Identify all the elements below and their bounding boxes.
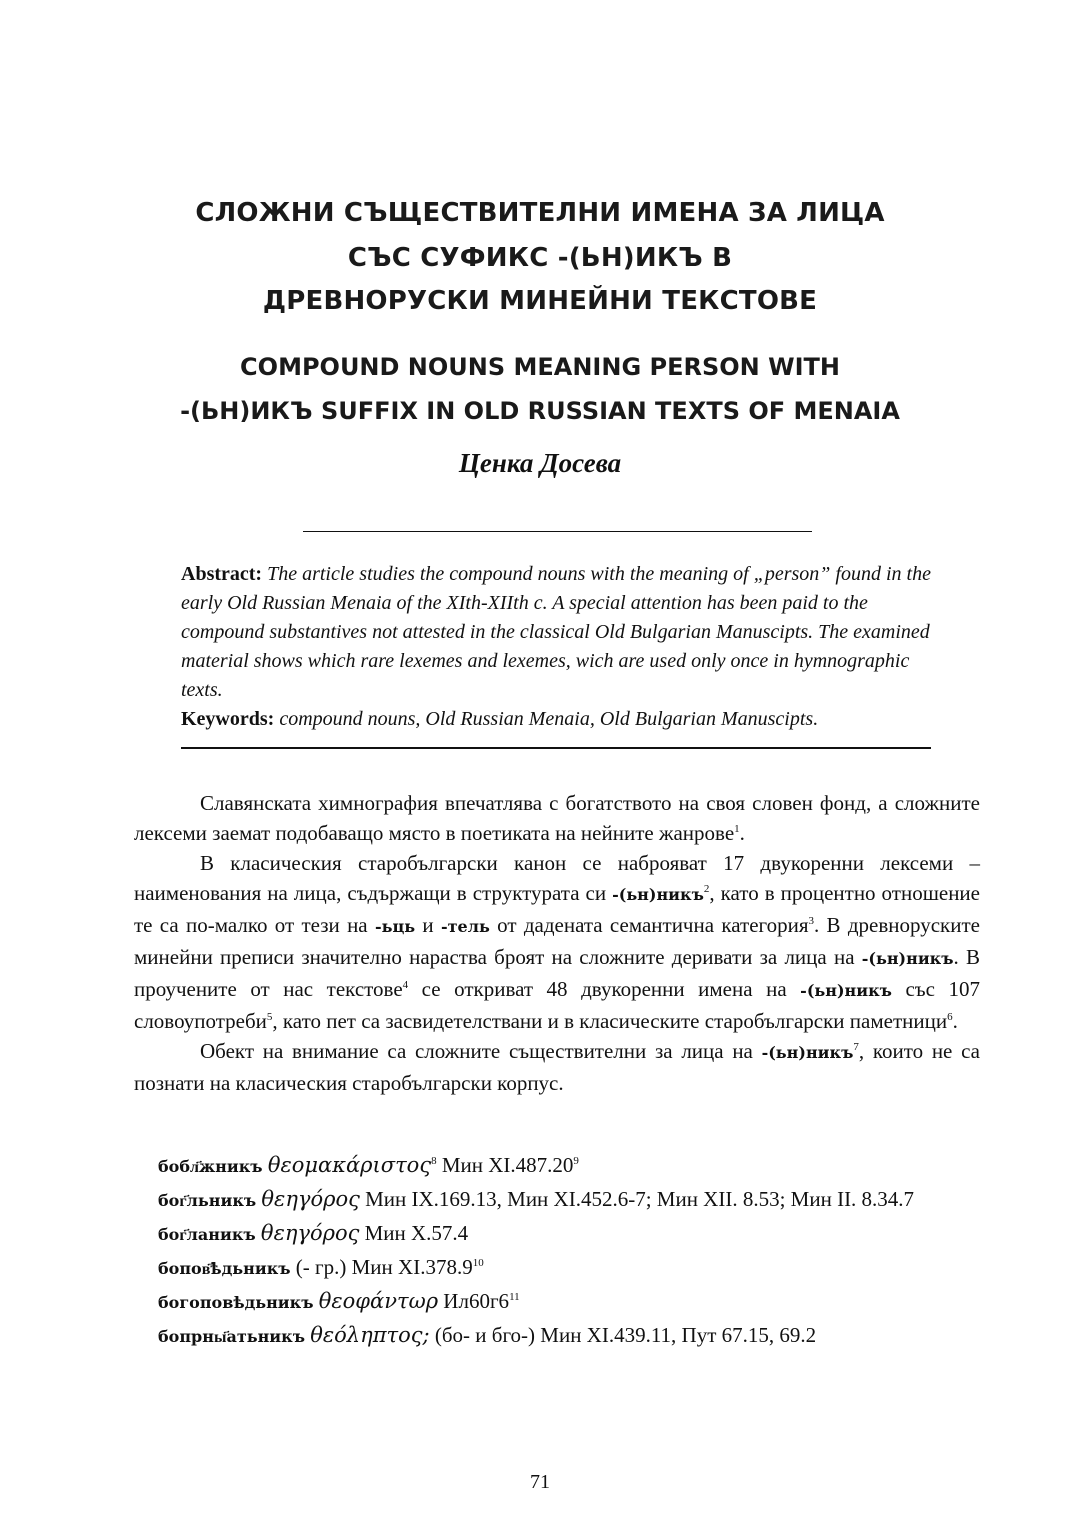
list-item xyxy=(158,1184,988,1216)
list-item xyxy=(158,1150,988,1182)
lexeme: бог҃ланикъ xyxy=(158,1225,256,1244)
p2-j: . xyxy=(952,1009,958,1033)
paragraph-1 xyxy=(134,788,980,848)
source-refs: (- гр.) Мин XI.378.9 xyxy=(295,1255,473,1279)
author-name: Ценка Досева xyxy=(458,448,622,478)
footnote-ref: 3 xyxy=(808,915,814,927)
greek-equivalent: θεηγόρος xyxy=(261,1187,360,1211)
p2-c: и xyxy=(415,913,441,937)
slavonic-suffix: -(ьн)никъ xyxy=(612,885,704,904)
abstract-label: Abstract: xyxy=(181,563,263,585)
greek-equivalent: θεόληπτος; xyxy=(310,1323,430,1347)
slavonic-suffix: -тель xyxy=(440,917,490,936)
p2-e: . В древноруските минейни преписи значително нараства броят на сложните деривати за лица на xyxy=(134,913,980,969)
page-number: 71 xyxy=(530,1471,550,1493)
p3-b: , които не са познати на класическия старобългарски корпус. xyxy=(134,1039,980,1095)
list-item xyxy=(158,1286,988,1318)
p2-d: от дадената семантична категория xyxy=(489,913,809,937)
divider-bottom xyxy=(181,747,931,749)
greek-equivalent: θεομακάριστος xyxy=(267,1153,432,1177)
title-bg-line-1: СЛОЖНИ СЪЩЕСТВИТЕЛНИ ИМЕНА ЗА ЛИЦА xyxy=(195,198,885,228)
source-refs: Мин IX.169.13, Мин XI.452.6-7; Мин XII. 8.53; Мин II. 8.34.7 xyxy=(359,1187,915,1211)
footnote-ref: 7 xyxy=(853,1041,859,1053)
source-refs: Мин X.57.4 xyxy=(359,1221,469,1245)
list-item xyxy=(158,1218,988,1250)
p1-text: Славянската химнография впечатлява с богатството на своя словен фонд, а сложните лексеми заемат подобаващо място в поетиката на нейните жанрове xyxy=(134,791,980,845)
footnote-ref: 2 xyxy=(703,883,710,895)
list-item xyxy=(158,1320,988,1352)
lexeme: бог҃льникъ xyxy=(158,1191,257,1210)
divider-top xyxy=(303,531,812,532)
p2-g: се откриват 48 двукоренни имена на xyxy=(408,977,801,1001)
footnote-ref: 5 xyxy=(266,1011,273,1023)
p2-a: В класическия старобългарски канон се наброяват 17 двукоренни лексеми – наименования на лица, съдържащи в структурата си xyxy=(134,851,980,905)
slavonic-suffix: -ьць xyxy=(374,917,416,936)
lexeme: богоповѣдьникъ xyxy=(158,1293,314,1312)
p3-a: Обект на внимание са сложните съществителни за лица на xyxy=(200,1039,762,1063)
footnote-ref: 6 xyxy=(947,1011,953,1023)
slavonic-suffix: -(ьн)никъ xyxy=(800,981,892,1000)
lexeme: бопов҃ѣдьникъ xyxy=(158,1259,291,1278)
source-refs: Мин XI.487.20 xyxy=(436,1153,574,1177)
title-bg-line-3: ДРЕВНОРУСКИ МИНЕЙНИ ТЕКСТОВЕ xyxy=(262,286,818,316)
paragraph-2 xyxy=(134,848,980,1036)
paragraph-3 xyxy=(134,1036,980,1098)
title-en-line-1: COMPOUND NOUNS MEANING PERSON WITH xyxy=(240,353,840,381)
list-item xyxy=(158,1252,988,1284)
lexeme: бобл҃жникъ xyxy=(158,1157,263,1176)
greek-equivalent: θεοφάντωρ xyxy=(318,1289,439,1313)
slavonic-suffix: -(ьн)никъ xyxy=(761,1043,854,1062)
source-refs: (бо- и бго-) Мин XI.439.11, Пут 67.15, 69.2 xyxy=(429,1323,817,1347)
footnote-ref: 8 xyxy=(431,1155,437,1167)
footnote-ref: 1 xyxy=(734,823,740,835)
keywords-text: compound nouns, Old Russian Menaia, Old Bulgarian Manuscipts. xyxy=(279,708,819,730)
greek-equivalent: θεηγόρος xyxy=(260,1221,360,1245)
abstract-text: The article studies the compound nouns with the meaning of „person” found in the early Old Russian Menaia of the XIth-XIIth c. A special attention has been paid to the compound substantives not attested in the classical Old Bulgarian Manuscipts. The examined material shows which rare lexemes and lexemes, wich are used only once in hymnographic texts. xyxy=(181,563,931,701)
title-en-line-2: -(ЬН)ИКЪ SUFFIX IN OLD RUSSIAN TEXTS OF MENAIA xyxy=(180,397,900,425)
slavonic-suffix: -(ьн)никъ xyxy=(861,949,954,968)
title-bg-line-2: СЪС СУФИКС -(ЬН)ИКЪ В xyxy=(347,243,733,273)
lexeme: бопрны҃атьникъ xyxy=(158,1327,305,1346)
abstract-block xyxy=(181,560,941,734)
footnote-ref: 9 xyxy=(573,1155,579,1167)
body-text xyxy=(134,788,980,1098)
p1-end: . xyxy=(739,821,745,845)
p2-i: , като пет са засвидетелствани и в класическите старобългарски паметници xyxy=(272,1009,948,1033)
footnote-ref: 10 xyxy=(472,1257,484,1269)
lexeme-list xyxy=(158,1150,988,1354)
p2-b: , като в процентно отношение те са по-малко от тези на xyxy=(134,881,980,937)
keywords-label: Keywords: xyxy=(181,708,275,730)
source-refs: Ил60г6 xyxy=(438,1289,510,1313)
footnote-ref: 4 xyxy=(402,979,409,991)
p2-f: . В проучените от нас текстове xyxy=(134,945,981,1001)
p2-h: със 107 словоупотреби xyxy=(134,977,980,1033)
footnote-ref: 11 xyxy=(509,1291,520,1303)
